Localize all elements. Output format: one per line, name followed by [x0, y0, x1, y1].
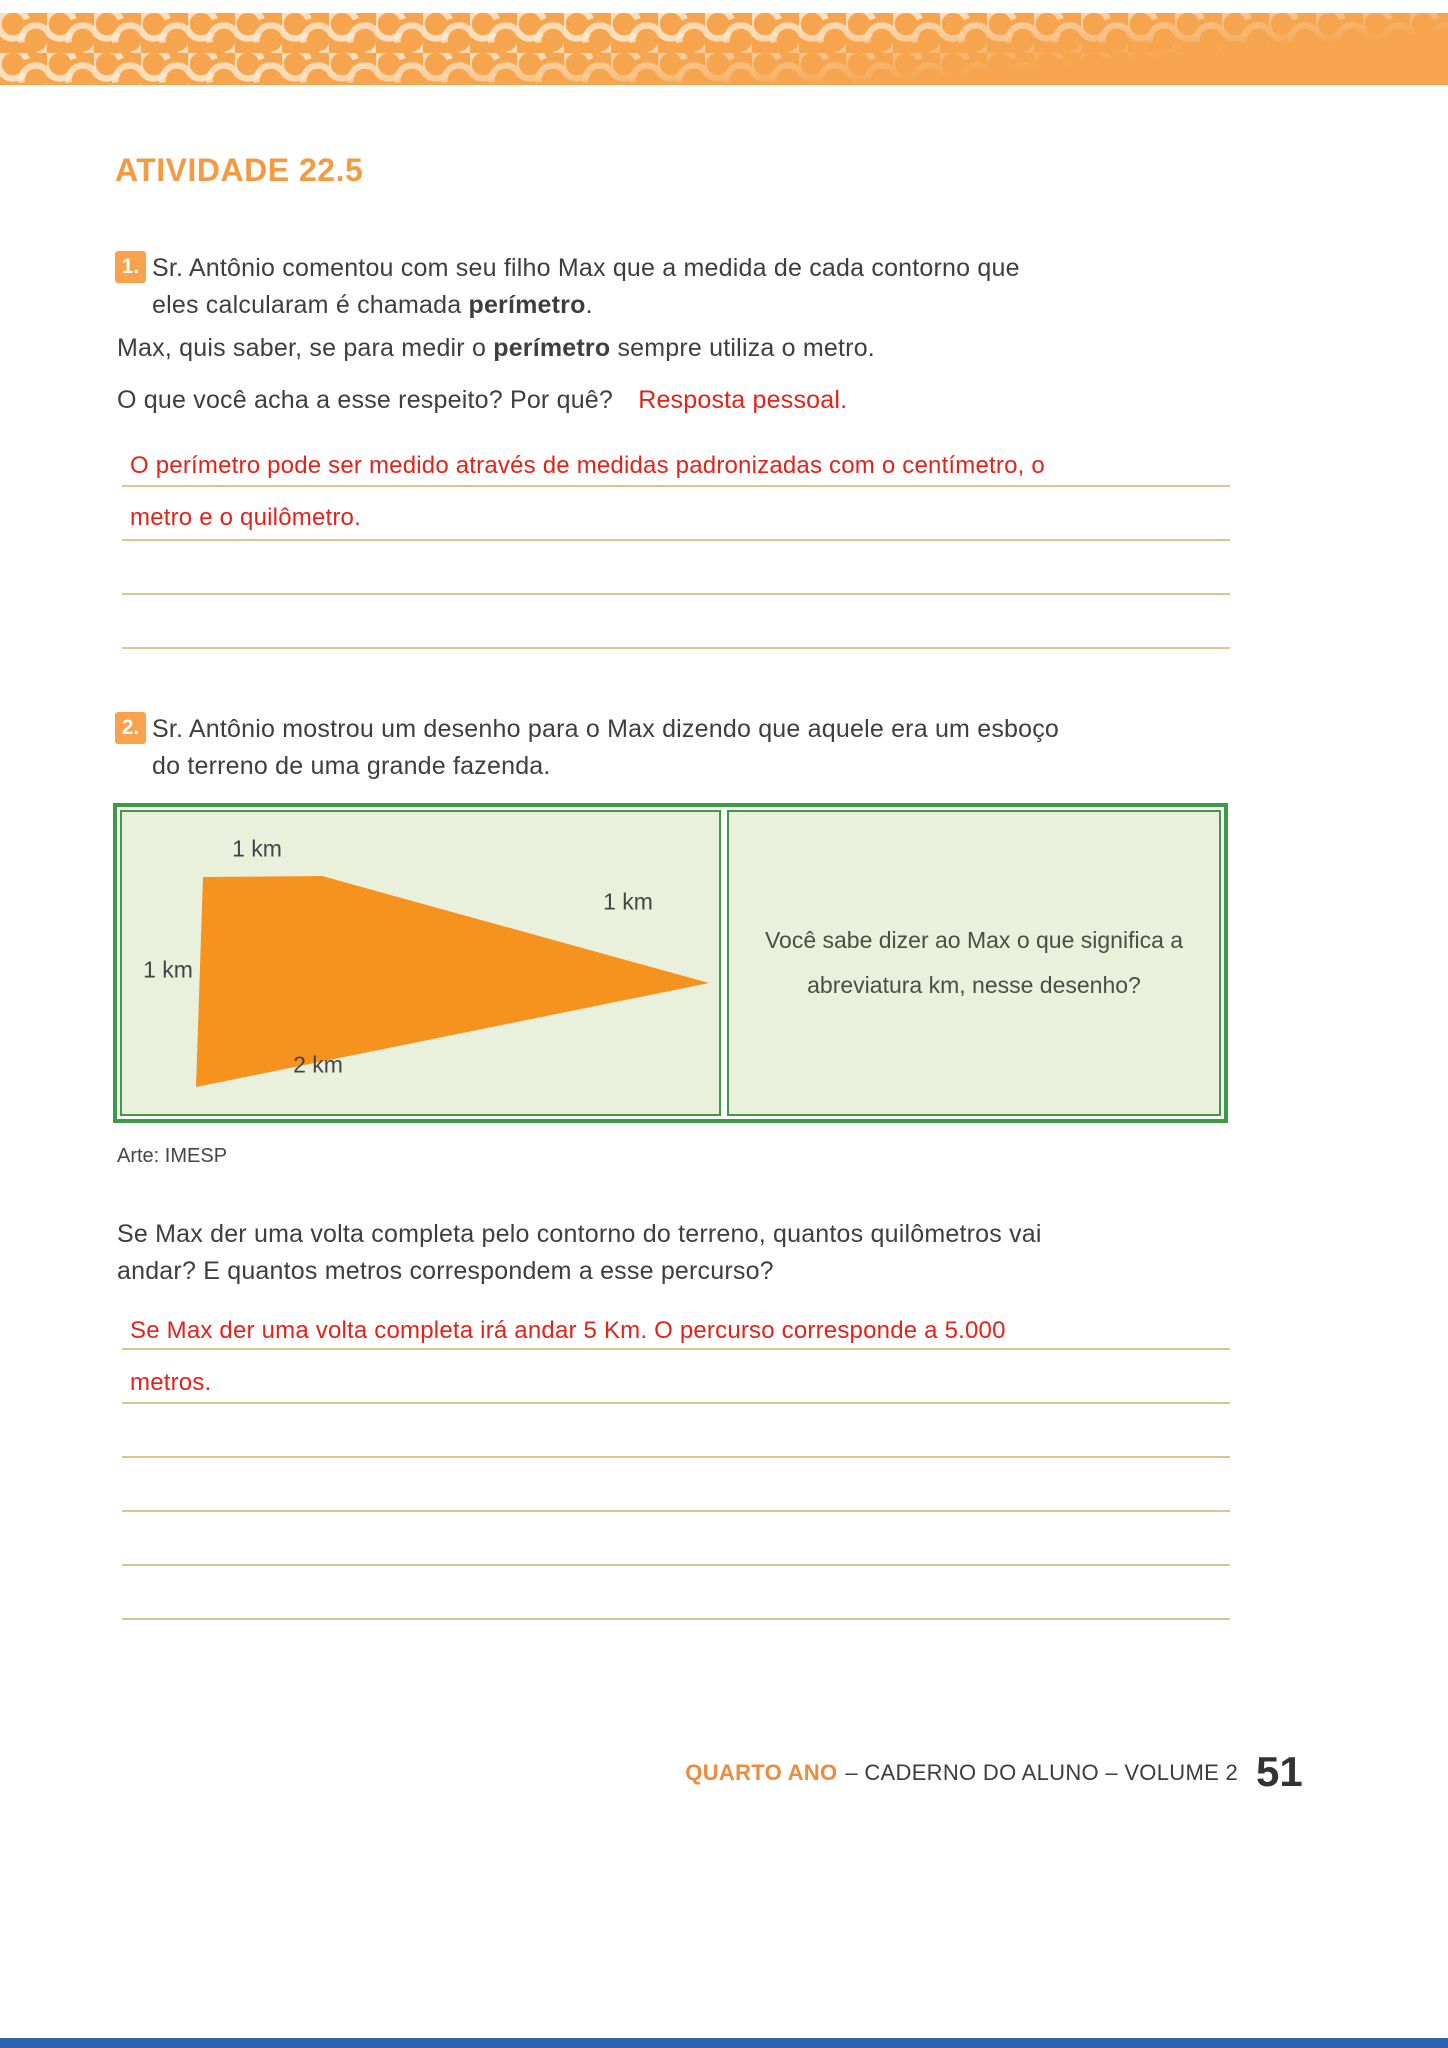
- label-left-side: 1 km: [143, 956, 193, 983]
- footer-volume-text: – CADERNO DO ALUNO – VOLUME 2: [845, 1760, 1238, 1785]
- item-1-line2: eles calcularam é chamada: [152, 291, 469, 319]
- perimetro-bold-2: perímetro: [493, 334, 611, 362]
- activity-title: ATIVIDADE 22.5: [115, 152, 364, 188]
- item-2-line1: Sr. Antônio mostrou um desenho para o Max dizendo que aquele era um esboço: [152, 715, 1060, 743]
- page-number: 51: [1256, 1748, 1303, 1795]
- answer-rule: [122, 1456, 1230, 1458]
- bottom-edge-bar: [0, 2038, 1448, 2048]
- item-2-line2: do terreno de uma grande fazenda.: [152, 752, 551, 780]
- figure-question-panel: [727, 810, 1221, 1116]
- answer-rule: [122, 1564, 1230, 1566]
- perimetro-bold: perímetro: [468, 291, 586, 319]
- item-1-line2-end: .: [585, 291, 593, 319]
- page-footer: [0, 1760, 1238, 1786]
- answer-rule: [122, 539, 1230, 541]
- answer-2-line2: metros.: [130, 1369, 212, 1396]
- paragraph-max-pre: Max, quis saber, se para medir o: [117, 334, 494, 362]
- item-1-number-badge: 1.: [115, 251, 146, 283]
- answer-2-line1: Se Max der uma volta completa irá andar 5 Km. O percurso corresponde a 5.000: [130, 1317, 1006, 1344]
- footer-series-name: QUARTO ANO: [685, 1760, 838, 1785]
- paragraph-opinion-question: [117, 382, 1237, 419]
- answer-rule: [122, 1510, 1230, 1512]
- opinion-question-text: O que você acha a esse respeito? Por quê?: [117, 386, 614, 414]
- answer-rule: [122, 647, 1230, 649]
- figure-farm-sketch: [113, 803, 1228, 1123]
- item-1-line1: Sr. Antônio comentou com seu filho Max que a medida de cada contorno que: [152, 254, 1020, 282]
- answer-rule: [122, 1618, 1230, 1620]
- figure-credit: Arte: IMESP: [117, 1145, 228, 1167]
- band-fade-overlay: [0, 13, 1448, 85]
- paragraph-max-question: [117, 330, 1237, 367]
- item-2-number-badge: 2.: [115, 712, 146, 744]
- figure-question-line2: abreviatura km, nesse desenho?: [807, 972, 1141, 998]
- label-bottom-side: 2 km: [293, 1051, 343, 1078]
- item-2-text: [152, 711, 1242, 785]
- perimeter-question-line1: Se Max der uma volta completa pelo contorno do terreno, quantos quilômetros vai: [117, 1220, 1042, 1248]
- answer-rule: [122, 1348, 1230, 1350]
- header-decoration-band: [0, 13, 1448, 85]
- item-1-text: [152, 250, 1242, 324]
- answer-rule: [122, 593, 1230, 595]
- answer-rule: [122, 485, 1230, 487]
- answer-1-line2: metro e o quilômetro.: [130, 504, 361, 531]
- answer-resposta-pessoal: Resposta pessoal.: [638, 386, 848, 414]
- label-right-side: 1 km: [603, 888, 653, 915]
- paragraph-perimeter-question: [117, 1216, 1237, 1290]
- farm-terrain-polygon: [122, 812, 719, 1114]
- figure-question-line1: Você sabe dizer ao Max o que significa a: [764, 927, 1184, 953]
- label-top-side: 1 km: [232, 835, 282, 862]
- paragraph-max-post: sempre utiliza o metro.: [610, 334, 875, 362]
- figure-terrain-panel: [120, 810, 721, 1116]
- answer-rule: [122, 1402, 1230, 1404]
- answer-1-line1: O perímetro pode ser medido através de medidas padronizadas com o centímetro, o: [130, 452, 1045, 479]
- perimeter-question-line2: andar? E quantos metros correspondem a esse percurso?: [117, 1257, 774, 1285]
